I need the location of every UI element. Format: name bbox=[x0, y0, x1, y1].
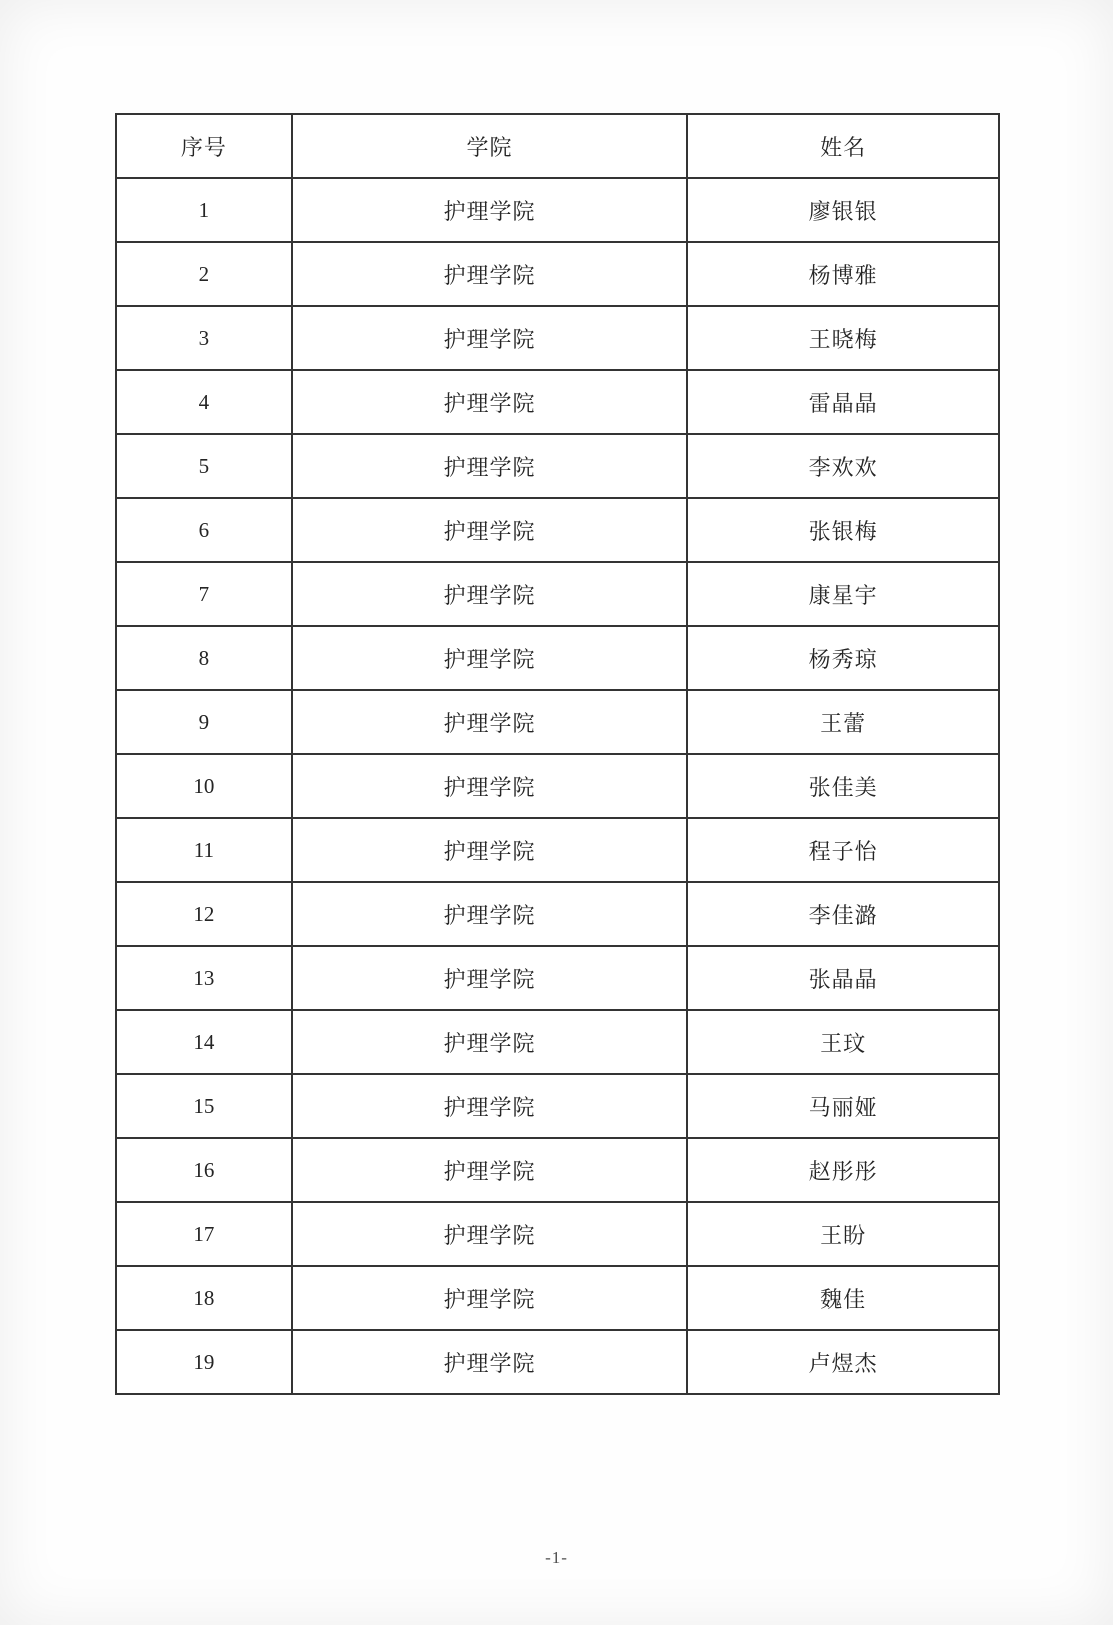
table-row bbox=[116, 306, 999, 370]
table-row bbox=[116, 434, 999, 498]
row-name-cell: 张银梅 bbox=[687, 498, 999, 562]
row-index-cell: 14 bbox=[116, 1010, 292, 1074]
row-index-cell: 8 bbox=[116, 626, 292, 690]
row-index-cell: 11 bbox=[116, 818, 292, 882]
row-college-cell: 护理学院 bbox=[292, 498, 688, 562]
row-index-cell: 7 bbox=[116, 562, 292, 626]
table-row bbox=[116, 1138, 999, 1202]
table-row bbox=[116, 626, 999, 690]
row-index-cell: 3 bbox=[116, 306, 292, 370]
row-index-cell: 16 bbox=[116, 1138, 292, 1202]
row-college-cell: 护理学院 bbox=[292, 882, 688, 946]
row-college-cell: 护理学院 bbox=[292, 178, 688, 242]
table-row bbox=[116, 1330, 999, 1394]
table-row bbox=[116, 370, 999, 434]
row-index-cell: 4 bbox=[116, 370, 292, 434]
row-index-cell: 6 bbox=[116, 498, 292, 562]
row-index-cell: 5 bbox=[116, 434, 292, 498]
table-row bbox=[116, 178, 999, 242]
column-header-name: 姓名 bbox=[687, 114, 999, 178]
table-row bbox=[116, 1202, 999, 1266]
row-name-cell: 廖银银 bbox=[687, 178, 999, 242]
row-name-cell: 王晓梅 bbox=[687, 306, 999, 370]
page-number: -1- bbox=[545, 1548, 568, 1567]
row-name-cell: 雷晶晶 bbox=[687, 370, 999, 434]
row-college-cell: 护理学院 bbox=[292, 690, 688, 754]
roster-table bbox=[115, 113, 1000, 1395]
row-index-cell: 15 bbox=[116, 1074, 292, 1138]
row-index-cell: 10 bbox=[116, 754, 292, 818]
row-name-cell: 卢煜杰 bbox=[687, 1330, 999, 1394]
row-college-cell: 护理学院 bbox=[292, 1266, 688, 1330]
row-college-cell: 护理学院 bbox=[292, 1010, 688, 1074]
row-name-cell: 李欢欢 bbox=[687, 434, 999, 498]
table-row bbox=[116, 690, 999, 754]
row-college-cell: 护理学院 bbox=[292, 434, 688, 498]
row-college-cell: 护理学院 bbox=[292, 626, 688, 690]
row-name-cell: 杨秀琼 bbox=[687, 626, 999, 690]
table-row bbox=[116, 1266, 999, 1330]
table-row bbox=[116, 754, 999, 818]
table-row bbox=[116, 882, 999, 946]
table-row bbox=[116, 1010, 999, 1074]
row-name-cell: 马丽娅 bbox=[687, 1074, 999, 1138]
row-name-cell: 赵彤彤 bbox=[687, 1138, 999, 1202]
column-header-index: 序号 bbox=[116, 114, 292, 178]
column-header-college: 学院 bbox=[292, 114, 688, 178]
row-college-cell: 护理学院 bbox=[292, 1074, 688, 1138]
row-name-cell: 张佳美 bbox=[687, 754, 999, 818]
row-college-cell: 护理学院 bbox=[292, 306, 688, 370]
row-name-cell: 王蕾 bbox=[687, 690, 999, 754]
row-name-cell: 张晶晶 bbox=[687, 946, 999, 1010]
row-college-cell: 护理学院 bbox=[292, 754, 688, 818]
row-college-cell: 护理学院 bbox=[292, 1138, 688, 1202]
row-index-cell: 13 bbox=[116, 946, 292, 1010]
row-index-cell: 19 bbox=[116, 1330, 292, 1394]
row-index-cell: 2 bbox=[116, 242, 292, 306]
row-name-cell: 李佳潞 bbox=[687, 882, 999, 946]
row-index-cell: 12 bbox=[116, 882, 292, 946]
row-college-cell: 护理学院 bbox=[292, 946, 688, 1010]
row-name-cell: 魏佳 bbox=[687, 1266, 999, 1330]
row-name-cell: 王玟 bbox=[687, 1010, 999, 1074]
row-index-cell: 1 bbox=[116, 178, 292, 242]
table-row bbox=[116, 562, 999, 626]
row-name-cell: 王盼 bbox=[687, 1202, 999, 1266]
row-name-cell: 程子怡 bbox=[687, 818, 999, 882]
row-college-cell: 护理学院 bbox=[292, 242, 688, 306]
row-index-cell: 9 bbox=[116, 690, 292, 754]
row-name-cell: 杨博雅 bbox=[687, 242, 999, 306]
table-row bbox=[116, 498, 999, 562]
row-index-cell: 18 bbox=[116, 1266, 292, 1330]
row-index-cell: 17 bbox=[116, 1202, 292, 1266]
table-row bbox=[116, 1074, 999, 1138]
row-college-cell: 护理学院 bbox=[292, 1330, 688, 1394]
row-college-cell: 护理学院 bbox=[292, 818, 688, 882]
roster-table-body bbox=[116, 178, 999, 1394]
row-name-cell: 康星宇 bbox=[687, 562, 999, 626]
row-college-cell: 护理学院 bbox=[292, 370, 688, 434]
row-college-cell: 护理学院 bbox=[292, 1202, 688, 1266]
table-row bbox=[116, 242, 999, 306]
table-row bbox=[116, 818, 999, 882]
table-row bbox=[116, 946, 999, 1010]
table-header-row bbox=[116, 114, 999, 178]
row-college-cell: 护理学院 bbox=[292, 562, 688, 626]
